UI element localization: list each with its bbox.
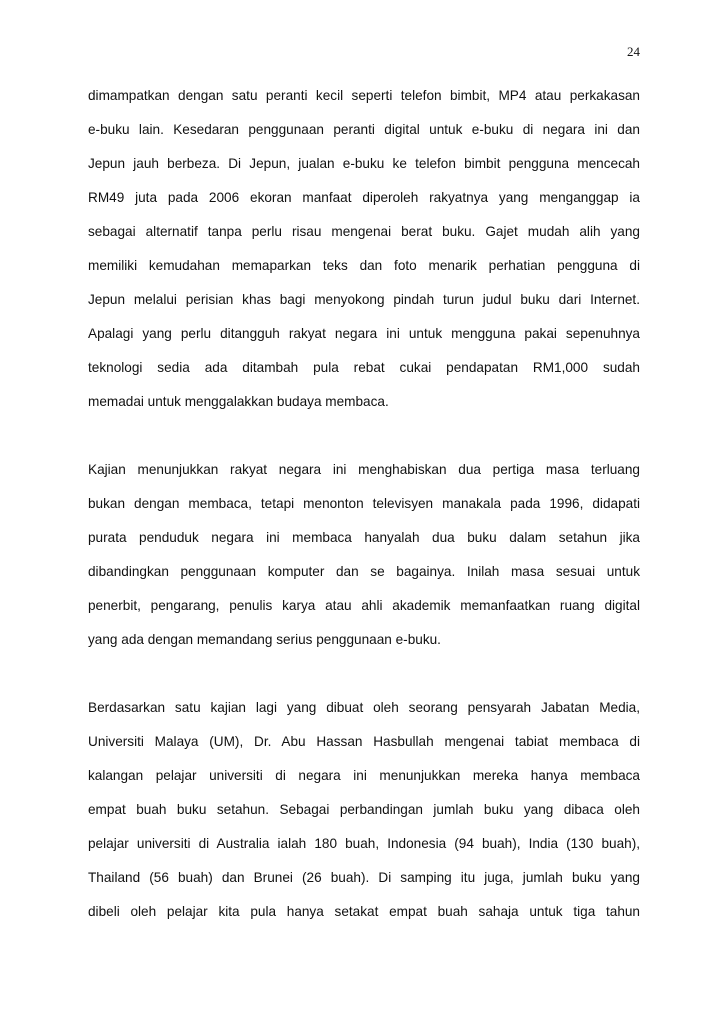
text-line: empat buah buku setahun. Sebagai perbandingan jumlah buku yang dibaca oleh — [88, 802, 640, 817]
text-line: kalangan pelajar universiti di negara ini menunjukkan mereka hanya membaca — [88, 768, 640, 783]
text-line: Jepun jauh berbeza. Di Jepun, jualan e-buku ke telefon bimbit pengguna mencecah — [88, 156, 640, 171]
paragraph-spacer — [88, 666, 640, 700]
text-line: purata penduduk negara ini membaca hanyalah dua buku dalam setahun jika — [88, 530, 640, 545]
text-line: Jepun melalui perisian khas bagi menyokong pindah turun judul buku dari Internet. — [88, 292, 640, 307]
text-line: Universiti Malaya (UM), Dr. Abu Hassan Hasbullah mengenai tabiat membaca di — [88, 734, 640, 749]
text-line: RM49 juta pada 2006 ekoran manfaat diperoleh rakyatnya yang menganggap ia — [88, 190, 640, 205]
text-line: memiliki kemudahan memaparkan teks dan foto menarik perhatian pengguna di — [88, 258, 640, 273]
paragraph-2 — [88, 462, 640, 666]
text-line: teknologi sedia ada ditambah pula rebat cukai pendapatan RM1,000 sudah — [88, 360, 640, 375]
text-line: yang ada dengan memandang serius penggunaan e-buku. — [88, 632, 441, 647]
text-line: memadai untuk menggalakkan budaya membaca. — [88, 394, 389, 409]
text-line: bukan dengan membaca, tetapi menonton televisyen manakala pada 1996, didapati — [88, 496, 640, 511]
text-line: dimampatkan dengan satu peranti kecil seperti telefon bimbit, MP4 atau perkakasan — [88, 88, 640, 103]
body-text — [88, 88, 640, 938]
page-number: 24 — [627, 44, 640, 59]
text-line: Thailand (56 buah) dan Brunei (26 buah). Di samping itu juga, jumlah buku yang — [88, 870, 640, 885]
paragraph-3 — [88, 700, 640, 938]
text-line: dibandingkan penggunaan komputer dan se bagainya. Inilah masa sesuai untuk — [88, 564, 640, 579]
text-line: dibeli oleh pelajar kita pula hanya setakat empat buah sahaja untuk tiga tahun — [88, 904, 640, 919]
text-line: Berdasarkan satu kajian lagi yang dibuat oleh seorang pensyarah Jabatan Media, — [88, 700, 640, 715]
text-line: sebagai alternatif tanpa perlu risau mengenai berat buku. Gajet mudah alih yang — [88, 224, 640, 239]
text-line: pelajar universiti di Australia ialah 180 buah, Indonesia (94 buah), India (130 buah), — [88, 836, 640, 851]
paragraph-spacer — [88, 428, 640, 462]
paragraph-1 — [88, 88, 640, 428]
text-line: penerbit, pengarang, penulis karya atau ahli akademik memanfaatkan ruang digital — [88, 598, 640, 613]
text-line: Kajian menunjukkan rakyat negara ini menghabiskan dua pertiga masa terluang — [88, 462, 640, 477]
text-line: e-buku lain. Kesedaran penggunaan peranti digital untuk e-buku di negara ini dan — [88, 122, 640, 137]
text-line: Apalagi yang perlu ditangguh rakyat negara ini untuk mengguna pakai sepenuhnya — [88, 326, 640, 341]
